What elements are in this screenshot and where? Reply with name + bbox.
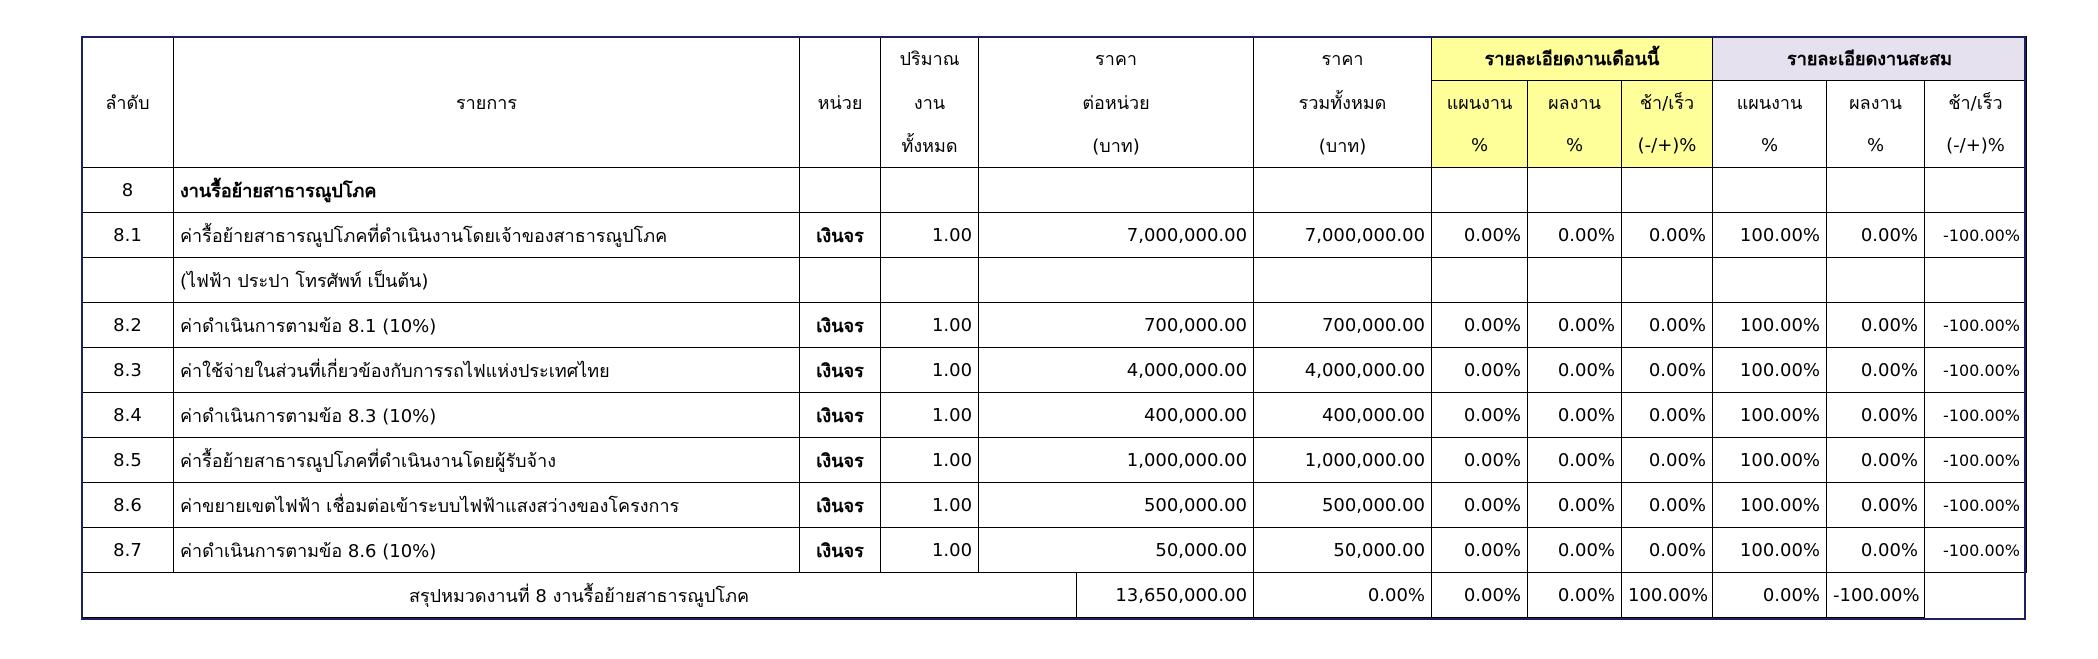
header-price-unit-1: ราคา bbox=[979, 37, 1254, 81]
row-unit: เงินจร bbox=[800, 393, 881, 438]
row-price-total: 400,000.00 bbox=[1254, 393, 1432, 438]
row-price-unit: 500,000.00 bbox=[979, 483, 1254, 528]
row-seq: 8.3 bbox=[82, 348, 174, 393]
row-unit: เงินจร bbox=[800, 438, 881, 483]
row-unit: เงินจร bbox=[800, 348, 881, 393]
row-c-diff: -100.00% bbox=[1925, 438, 2027, 483]
empty-cell bbox=[1827, 168, 1925, 213]
row-c-actual: 0.00% bbox=[1827, 348, 1925, 393]
row-qty: 1.00 bbox=[881, 393, 979, 438]
row-price-total: 50,000.00 bbox=[1254, 528, 1432, 573]
row-item: ค่าขยายเขตไฟฟ้า เชื่อมต่อเข้าระบบไฟฟ้าแสงสว่างของโครงการ bbox=[174, 483, 800, 528]
row-qty: 1.00 bbox=[881, 483, 979, 528]
row-unit: เงินจร bbox=[800, 303, 881, 348]
row-price-unit: 4,000,000.00 bbox=[979, 348, 1254, 393]
row-c-actual: 0.00% bbox=[1827, 213, 1925, 258]
row-c-actual: 0.00% bbox=[1827, 528, 1925, 573]
row-m-plan bbox=[1432, 258, 1528, 303]
row-seq: 8.6 bbox=[82, 483, 174, 528]
row-m-plan: 0.00% bbox=[1432, 348, 1528, 393]
row-seq: 8.4 bbox=[82, 393, 174, 438]
row-c-actual: 0.00% bbox=[1827, 393, 1925, 438]
empty-cell bbox=[1528, 168, 1622, 213]
header-c-diff-1: ช้า/เร็ว bbox=[1925, 81, 2027, 125]
header-c-actual-2: % bbox=[1827, 124, 1925, 168]
row-price-unit: 50,000.00 bbox=[979, 528, 1254, 573]
row-m-plan: 0.00% bbox=[1432, 438, 1528, 483]
table-row bbox=[82, 393, 2027, 438]
row-m-diff: 0.00% bbox=[1622, 213, 1713, 258]
table-row bbox=[82, 213, 2027, 258]
row-seq: 8.1 bbox=[82, 213, 174, 258]
header-c-actual-1: ผลงาน bbox=[1827, 81, 1925, 125]
header-c-plan-2: % bbox=[1713, 124, 1827, 168]
row-item: ค่ารื้อย้ายสาธารณูปโภคที่ดำเนินงานโดยผู้รับจ้าง bbox=[174, 438, 800, 483]
section-row bbox=[82, 168, 2027, 213]
row-m-actual: 0.00% bbox=[1528, 348, 1622, 393]
row-c-plan: 100.00% bbox=[1713, 348, 1827, 393]
table-row bbox=[82, 348, 2027, 393]
row-item: ค่ารื้อย้ายสาธารณูปโภคที่ดำเนินงานโดยเจ้าของสาธารณูปโภค bbox=[174, 213, 800, 258]
row-qty: 1.00 bbox=[881, 528, 979, 573]
table-row bbox=[82, 483, 2027, 528]
row-c-plan: 100.00% bbox=[1713, 213, 1827, 258]
row-m-plan: 0.00% bbox=[1432, 483, 1528, 528]
row-seq: 8.5 bbox=[82, 438, 174, 483]
row-unit: เงินจร bbox=[800, 528, 881, 573]
row-qty: 1.00 bbox=[881, 303, 979, 348]
summary-total: 13,650,000.00 bbox=[1077, 573, 1254, 618]
row-price-total: 500,000.00 bbox=[1254, 483, 1432, 528]
row-qty: 1.00 bbox=[881, 348, 979, 393]
header-price-unit-2: ต่อหน่วย bbox=[979, 81, 1254, 125]
empty-cell bbox=[1432, 168, 1528, 213]
summary-m-plan: 0.00% bbox=[1254, 573, 1432, 618]
row-price-unit: 7,000,000.00 bbox=[979, 213, 1254, 258]
summary-c-diff: -100.00% bbox=[1827, 573, 1925, 618]
row-unit: เงินจร bbox=[800, 483, 881, 528]
row-seq: 8.7 bbox=[82, 528, 174, 573]
header-qty-3: ทั้งหมด bbox=[881, 124, 979, 168]
row-m-diff bbox=[1622, 258, 1713, 303]
header-price-unit-3: (บาท) bbox=[979, 124, 1254, 168]
row-unit bbox=[800, 258, 881, 303]
empty-cell bbox=[881, 168, 979, 213]
header-m-diff-2: (-/+)% bbox=[1622, 124, 1713, 168]
row-m-diff: 0.00% bbox=[1622, 348, 1713, 393]
header-this-month: รายละเอียดงานเดือนนี้ bbox=[1432, 37, 1713, 81]
row-m-actual: 0.00% bbox=[1528, 393, 1622, 438]
header-m-plan-2: % bbox=[1432, 124, 1528, 168]
header-seq: ลำดับ bbox=[82, 37, 174, 168]
row-m-diff: 0.00% bbox=[1622, 528, 1713, 573]
header-m-diff-1: ช้า/เร็ว bbox=[1622, 81, 1713, 125]
row-m-actual: 0.00% bbox=[1528, 528, 1622, 573]
row-price-unit: 1,000,000.00 bbox=[979, 438, 1254, 483]
row-price-unit: 400,000.00 bbox=[979, 393, 1254, 438]
row-item: ค่าดำเนินการตามข้อ 8.1 (10%) bbox=[174, 303, 800, 348]
row-item: (ไฟฟ้า ประปา โทรศัพท์ เป็นต้น) bbox=[174, 258, 800, 303]
row-m-diff: 0.00% bbox=[1622, 393, 1713, 438]
row-c-diff: -100.00% bbox=[1925, 528, 2027, 573]
row-m-plan: 0.00% bbox=[1432, 528, 1528, 573]
row-price-total: 700,000.00 bbox=[1254, 303, 1432, 348]
row-c-actual: 0.00% bbox=[1827, 483, 1925, 528]
row-m-plan: 0.00% bbox=[1432, 393, 1528, 438]
row-seq: 8.2 bbox=[82, 303, 174, 348]
row-c-actual: 0.00% bbox=[1827, 438, 1925, 483]
header-c-diff-2: (-/+)% bbox=[1925, 124, 2027, 168]
row-c-plan: 100.00% bbox=[1713, 303, 1827, 348]
row-c-plan: 100.00% bbox=[1713, 438, 1827, 483]
row-price-unit bbox=[979, 258, 1254, 303]
row-m-actual: 0.00% bbox=[1528, 303, 1622, 348]
row-c-diff: -100.00% bbox=[1925, 483, 2027, 528]
table-row bbox=[82, 528, 2027, 573]
row-m-actual: 0.00% bbox=[1528, 438, 1622, 483]
row-c-diff: -100.00% bbox=[1925, 213, 2027, 258]
section-title: งานรื้อย้ายสาธารณูปโภค bbox=[174, 168, 800, 213]
row-price-total bbox=[1254, 258, 1432, 303]
row-m-diff: 0.00% bbox=[1622, 483, 1713, 528]
row-c-diff: -100.00% bbox=[1925, 348, 2027, 393]
row-qty: 1.00 bbox=[881, 438, 979, 483]
row-m-plan: 0.00% bbox=[1432, 303, 1528, 348]
header-m-actual-1: ผลงาน bbox=[1528, 81, 1622, 125]
row-m-diff: 0.00% bbox=[1622, 438, 1713, 483]
row-price-total: 1,000,000.00 bbox=[1254, 438, 1432, 483]
header-price-total-3: (บาท) bbox=[1254, 124, 1432, 168]
table-body bbox=[82, 37, 2027, 573]
row-m-actual: 0.00% bbox=[1528, 483, 1622, 528]
header-unit: หน่วย bbox=[800, 37, 881, 168]
row-price-unit: 700,000.00 bbox=[979, 303, 1254, 348]
header-m-plan-1: แผนงาน bbox=[1432, 81, 1528, 125]
summary-label: สรุปหมวดงานที่ 8 งานรื้อย้ายสาธารณูปโภค bbox=[82, 573, 1077, 618]
summary-row bbox=[82, 573, 2027, 618]
header-m-actual-2: % bbox=[1528, 124, 1622, 168]
header-price-total-1: ราคา bbox=[1254, 37, 1432, 81]
row-item: ค่าใช้จ่ายในส่วนที่เกี่ยวข้องกับการรถไฟแห่งประเทศไทย bbox=[174, 348, 800, 393]
row-c-actual bbox=[1827, 258, 1925, 303]
row-c-diff: -100.00% bbox=[1925, 303, 2027, 348]
row-c-plan bbox=[1713, 258, 1827, 303]
row-item: ค่าดำเนินการตามข้อ 8.3 (10%) bbox=[174, 393, 800, 438]
progress-table bbox=[81, 36, 2027, 618]
row-unit: เงินจร bbox=[800, 213, 881, 258]
empty-cell bbox=[800, 168, 881, 213]
row-c-actual: 0.00% bbox=[1827, 303, 1925, 348]
row-c-plan: 100.00% bbox=[1713, 483, 1827, 528]
row-price-total: 7,000,000.00 bbox=[1254, 213, 1432, 258]
row-m-actual bbox=[1528, 258, 1622, 303]
row-c-plan: 100.00% bbox=[1713, 393, 1827, 438]
empty-cell bbox=[1713, 168, 1827, 213]
empty-cell bbox=[1254, 168, 1432, 213]
empty-cell bbox=[1622, 168, 1713, 213]
section-seq: 8 bbox=[82, 168, 174, 213]
row-qty: 1.00 bbox=[881, 213, 979, 258]
row-item: ค่าดำเนินการตามข้อ 8.6 (10%) bbox=[174, 528, 800, 573]
table-row bbox=[82, 438, 2027, 483]
header-cumulative: รายละเอียดงานสะสม bbox=[1713, 37, 2027, 81]
row-c-diff: -100.00% bbox=[1925, 393, 2027, 438]
row-m-plan: 0.00% bbox=[1432, 213, 1528, 258]
summary-c-actual: 0.00% bbox=[1713, 573, 1827, 618]
summary-c-plan: 100.00% bbox=[1622, 573, 1713, 618]
table-row bbox=[82, 303, 2027, 348]
header-item: รายการ bbox=[174, 37, 800, 168]
table-row bbox=[82, 258, 2027, 303]
row-price-total: 4,000,000.00 bbox=[1254, 348, 1432, 393]
summary-m-actual: 0.00% bbox=[1432, 573, 1528, 618]
summary-m-diff: 0.00% bbox=[1528, 573, 1622, 618]
row-seq bbox=[82, 258, 174, 303]
row-c-plan: 100.00% bbox=[1713, 528, 1827, 573]
header-row-1 bbox=[82, 37, 2027, 81]
header-qty-1: ปริมาณ bbox=[881, 37, 979, 81]
header-c-plan-1: แผนงาน bbox=[1713, 81, 1827, 125]
row-m-actual: 0.00% bbox=[1528, 213, 1622, 258]
row-m-diff: 0.00% bbox=[1622, 303, 1713, 348]
empty-cell bbox=[979, 168, 1254, 213]
header-qty-2: งาน bbox=[881, 81, 979, 125]
row-c-diff bbox=[1925, 258, 2027, 303]
empty-cell bbox=[1925, 168, 2027, 213]
row-qty bbox=[881, 258, 979, 303]
header-price-total-2: รวมทั้งหมด bbox=[1254, 81, 1432, 125]
